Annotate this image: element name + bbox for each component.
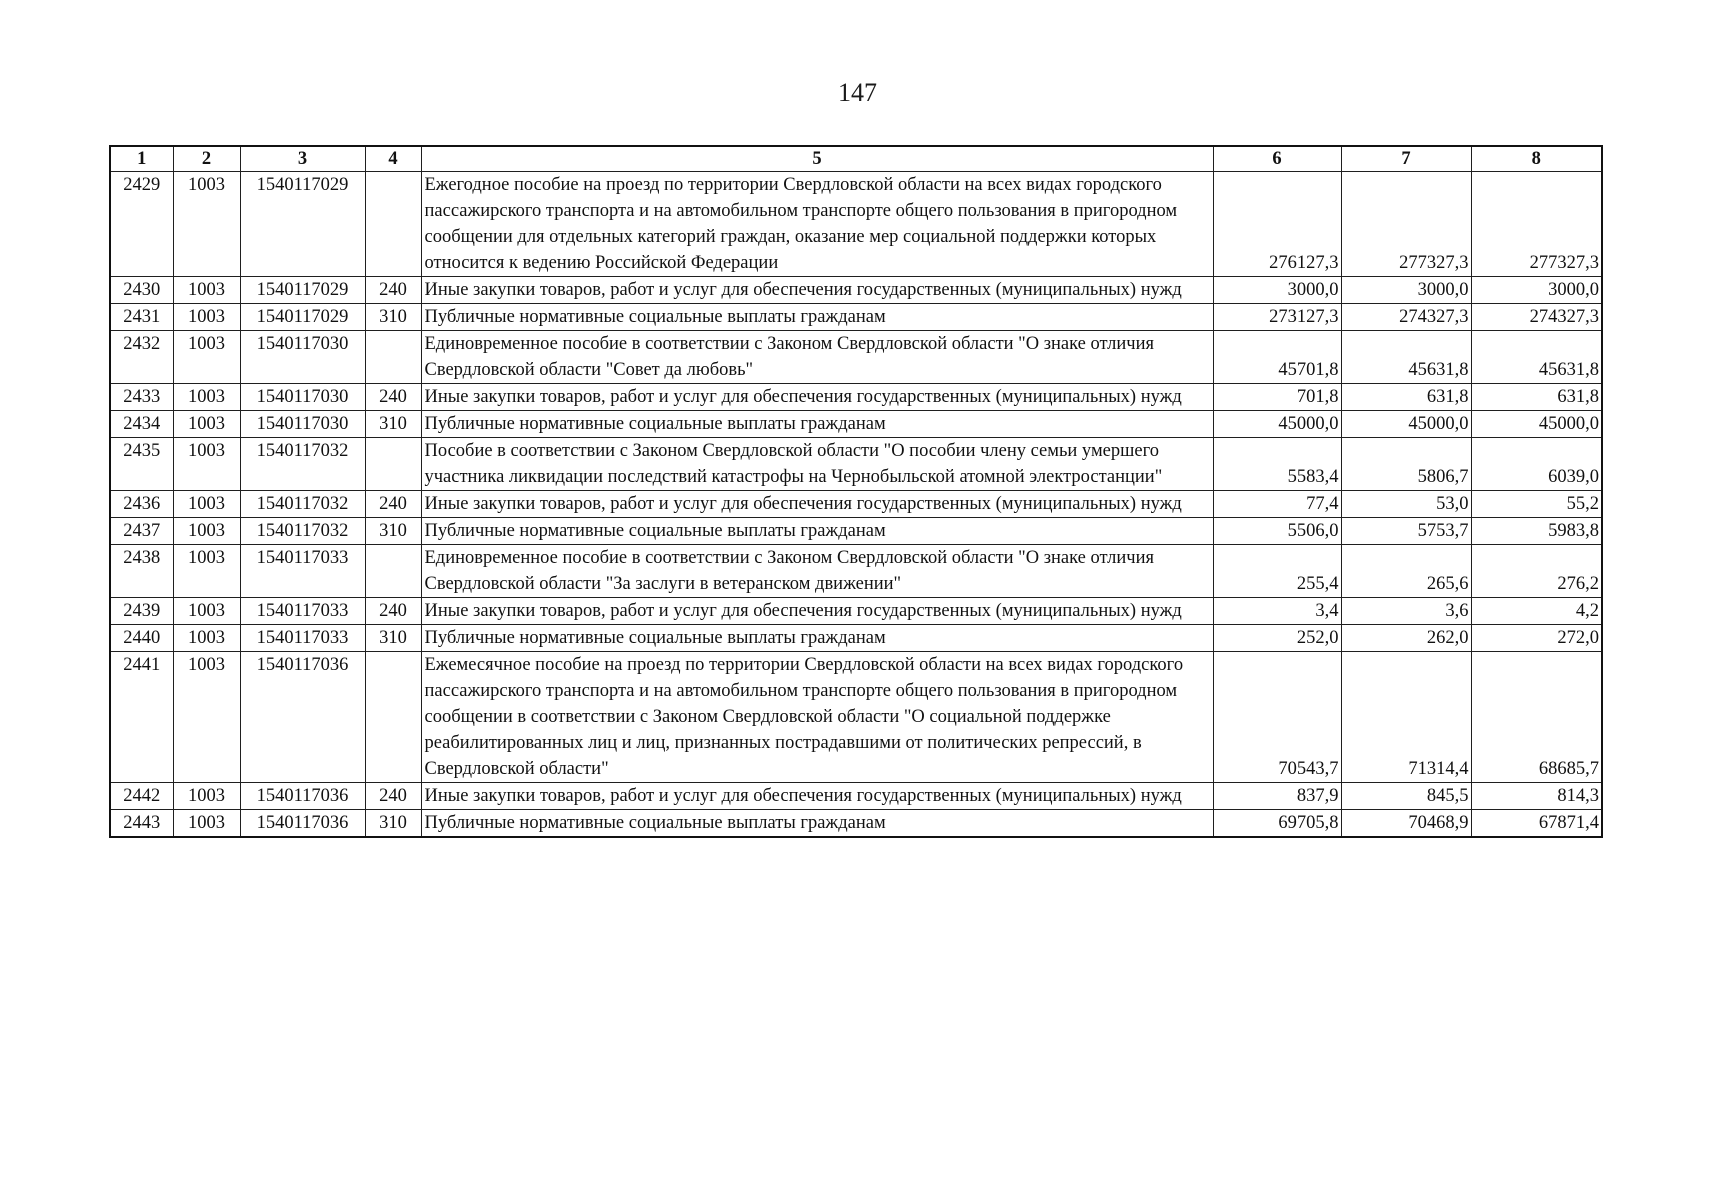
table-row <box>110 304 1602 331</box>
section-code-cell: 1003 <box>173 625 240 652</box>
description-cell: Публичные нормативные социальные выплаты гражданам <box>421 304 1213 331</box>
row-number-cell: 2443 <box>110 810 173 838</box>
target-article-cell: 1540117032 <box>240 438 365 491</box>
amount-col8-cell: 67871,4 <box>1471 810 1602 838</box>
section-code-cell: 1003 <box>173 304 240 331</box>
amount-col8-cell: 5983,8 <box>1471 518 1602 545</box>
row-number-cell: 2441 <box>110 652 173 783</box>
description-cell: Единовременное пособие в соответствии с Законом Свердловской области "О знаке отличия Свердловской области "Совет да любовь" <box>421 331 1213 384</box>
target-article-cell: 1540117032 <box>240 491 365 518</box>
description-cell: Публичные нормативные социальные выплаты гражданам <box>421 625 1213 652</box>
expense-type-cell: 240 <box>365 491 421 518</box>
target-article-cell: 1540117029 <box>240 172 365 277</box>
amount-col6-cell: 701,8 <box>1213 384 1341 411</box>
table-row <box>110 625 1602 652</box>
target-article-cell: 1540117036 <box>240 652 365 783</box>
column-header: 1 <box>110 146 173 172</box>
table-row <box>110 277 1602 304</box>
amount-col8-cell: 272,0 <box>1471 625 1602 652</box>
section-code-cell: 1003 <box>173 598 240 625</box>
column-header: 4 <box>365 146 421 172</box>
row-number-cell: 2435 <box>110 438 173 491</box>
target-article-cell: 1540117033 <box>240 545 365 598</box>
amount-col6-cell: 837,9 <box>1213 783 1341 810</box>
amount-col6-cell: 5583,4 <box>1213 438 1341 491</box>
section-code-cell: 1003 <box>173 384 240 411</box>
table-row <box>110 438 1602 491</box>
row-number-cell: 2434 <box>110 411 173 438</box>
amount-col6-cell: 69705,8 <box>1213 810 1341 838</box>
table-row <box>110 384 1602 411</box>
target-article-cell: 1540117030 <box>240 411 365 438</box>
amount-col8-cell: 277327,3 <box>1471 172 1602 277</box>
target-article-cell: 1540117036 <box>240 810 365 838</box>
table-row <box>110 652 1602 783</box>
amount-col8-cell: 45631,8 <box>1471 331 1602 384</box>
expense-type-cell <box>365 545 421 598</box>
table-row <box>110 545 1602 598</box>
section-code-cell: 1003 <box>173 652 240 783</box>
amount-col6-cell: 255,4 <box>1213 545 1341 598</box>
section-code-cell: 1003 <box>173 491 240 518</box>
target-article-cell: 1540117033 <box>240 598 365 625</box>
row-number-cell: 2431 <box>110 304 173 331</box>
table-row <box>110 810 1602 838</box>
amount-col7-cell: 277327,3 <box>1341 172 1471 277</box>
amount-col7-cell: 845,5 <box>1341 783 1471 810</box>
amount-col6-cell: 5506,0 <box>1213 518 1341 545</box>
row-number-cell: 2436 <box>110 491 173 518</box>
amount-col8-cell: 45000,0 <box>1471 411 1602 438</box>
amount-col8-cell: 55,2 <box>1471 491 1602 518</box>
row-number-cell: 2437 <box>110 518 173 545</box>
column-header: 2 <box>173 146 240 172</box>
table-row <box>110 518 1602 545</box>
description-cell: Ежемесячное пособие на проезд по территории Свердловской области на всех видах городского пассажирского транспорта и на автомобильном транспорте общего пользования в пригородном сообщении в соответствии с Законом Свердловской области "О социальной поддержке реабилитированных лиц и лиц, признанных пострадавшими от политических репрессий, в Свердловской области" <box>421 652 1213 783</box>
column-header: 8 <box>1471 146 1602 172</box>
table-body <box>110 172 1602 838</box>
expense-type-cell: 310 <box>365 411 421 438</box>
description-cell: Ежегодное пособие на проезд по территории Свердловской области на всех видах городского пассажирского транспорта и на автомобильном транспорте общего пользования в пригородном сообщении для отдельных категорий граждан, оказание мер социальной поддержки которых относится к ведению Российской Федерации <box>421 172 1213 277</box>
amount-col7-cell: 262,0 <box>1341 625 1471 652</box>
expense-type-cell <box>365 172 421 277</box>
description-cell: Публичные нормативные социальные выплаты гражданам <box>421 810 1213 838</box>
amount-col6-cell: 70543,7 <box>1213 652 1341 783</box>
table-row <box>110 411 1602 438</box>
description-cell: Иные закупки товаров, работ и услуг для обеспечения государственных (муниципальных) нужд <box>421 384 1213 411</box>
row-number-cell: 2439 <box>110 598 173 625</box>
row-number-cell: 2429 <box>110 172 173 277</box>
section-code-cell: 1003 <box>173 172 240 277</box>
amount-col7-cell: 70468,9 <box>1341 810 1471 838</box>
column-header: 6 <box>1213 146 1341 172</box>
expense-type-cell: 310 <box>365 810 421 838</box>
amount-col7-cell: 5806,7 <box>1341 438 1471 491</box>
amount-col7-cell: 53,0 <box>1341 491 1471 518</box>
description-cell: Единовременное пособие в соответствии с Законом Свердловской области "О знаке отличия Свердловской области "За заслуги в ветеранском движении" <box>421 545 1213 598</box>
amount-col7-cell: 45631,8 <box>1341 331 1471 384</box>
row-number-cell: 2442 <box>110 783 173 810</box>
section-code-cell: 1003 <box>173 438 240 491</box>
budget-table <box>109 145 1603 838</box>
page-number: 147 <box>838 78 877 107</box>
amount-col8-cell: 276,2 <box>1471 545 1602 598</box>
amount-col8-cell: 814,3 <box>1471 783 1602 810</box>
amount-col7-cell: 5753,7 <box>1341 518 1471 545</box>
expense-type-cell <box>365 331 421 384</box>
row-number-cell: 2440 <box>110 625 173 652</box>
description-cell: Иные закупки товаров, работ и услуг для обеспечения государственных (муниципальных) нужд <box>421 783 1213 810</box>
amount-col7-cell: 274327,3 <box>1341 304 1471 331</box>
header-row <box>110 146 1602 172</box>
amount-col8-cell: 4,2 <box>1471 598 1602 625</box>
column-header: 7 <box>1341 146 1471 172</box>
section-code-cell: 1003 <box>173 545 240 598</box>
description-cell: Иные закупки товаров, работ и услуг для обеспечения государственных (муниципальных) нужд <box>421 598 1213 625</box>
section-code-cell: 1003 <box>173 331 240 384</box>
section-code-cell: 1003 <box>173 783 240 810</box>
expense-type-cell: 240 <box>365 783 421 810</box>
target-article-cell: 1540117036 <box>240 783 365 810</box>
amount-col6-cell: 45000,0 <box>1213 411 1341 438</box>
amount-col6-cell: 252,0 <box>1213 625 1341 652</box>
target-article-cell: 1540117032 <box>240 518 365 545</box>
section-code-cell: 1003 <box>173 411 240 438</box>
amount-col7-cell: 3000,0 <box>1341 277 1471 304</box>
table-row <box>110 172 1602 277</box>
expense-type-cell <box>365 652 421 783</box>
amount-col8-cell: 6039,0 <box>1471 438 1602 491</box>
row-number-cell: 2438 <box>110 545 173 598</box>
row-number-cell: 2430 <box>110 277 173 304</box>
amount-col7-cell: 45000,0 <box>1341 411 1471 438</box>
expense-type-cell: 240 <box>365 598 421 625</box>
table-row <box>110 598 1602 625</box>
table-row <box>110 331 1602 384</box>
table-row <box>110 491 1602 518</box>
section-code-cell: 1003 <box>173 518 240 545</box>
description-cell: Пособие в соответствии с Законом Свердловской области "О пособии члену семьи умершего участника ликвидации последствий катастрофы на Чернобыльской атомной электростанции" <box>421 438 1213 491</box>
expense-type-cell: 240 <box>365 277 421 304</box>
amount-col7-cell: 265,6 <box>1341 545 1471 598</box>
amount-col6-cell: 45701,8 <box>1213 331 1341 384</box>
section-code-cell: 1003 <box>173 277 240 304</box>
description-cell: Иные закупки товаров, работ и услуг для обеспечения государственных (муниципальных) нужд <box>421 491 1213 518</box>
amount-col6-cell: 77,4 <box>1213 491 1341 518</box>
description-cell: Иные закупки товаров, работ и услуг для обеспечения государственных (муниципальных) нужд <box>421 277 1213 304</box>
table-row <box>110 783 1602 810</box>
expense-type-cell <box>365 438 421 491</box>
amount-col8-cell: 631,8 <box>1471 384 1602 411</box>
expense-type-cell: 310 <box>365 625 421 652</box>
target-article-cell: 1540117030 <box>240 384 365 411</box>
section-code-cell: 1003 <box>173 810 240 838</box>
expense-type-cell: 310 <box>365 304 421 331</box>
amount-col8-cell: 3000,0 <box>1471 277 1602 304</box>
amount-col8-cell: 68685,7 <box>1471 652 1602 783</box>
amount-col6-cell: 3000,0 <box>1213 277 1341 304</box>
amount-col6-cell: 276127,3 <box>1213 172 1341 277</box>
amount-col6-cell: 273127,3 <box>1213 304 1341 331</box>
description-cell: Публичные нормативные социальные выплаты гражданам <box>421 411 1213 438</box>
amount-col8-cell: 274327,3 <box>1471 304 1602 331</box>
expense-type-cell: 310 <box>365 518 421 545</box>
amount-col7-cell: 631,8 <box>1341 384 1471 411</box>
target-article-cell: 1540117030 <box>240 331 365 384</box>
row-number-cell: 2432 <box>110 331 173 384</box>
amount-col7-cell: 71314,4 <box>1341 652 1471 783</box>
target-article-cell: 1540117033 <box>240 625 365 652</box>
column-header: 5 <box>421 146 1213 172</box>
row-number-cell: 2433 <box>110 384 173 411</box>
target-article-cell: 1540117029 <box>240 304 365 331</box>
description-cell: Публичные нормативные социальные выплаты гражданам <box>421 518 1213 545</box>
amount-col7-cell: 3,6 <box>1341 598 1471 625</box>
expense-type-cell: 240 <box>365 384 421 411</box>
amount-col6-cell: 3,4 <box>1213 598 1341 625</box>
target-article-cell: 1540117029 <box>240 277 365 304</box>
column-header: 3 <box>240 146 365 172</box>
